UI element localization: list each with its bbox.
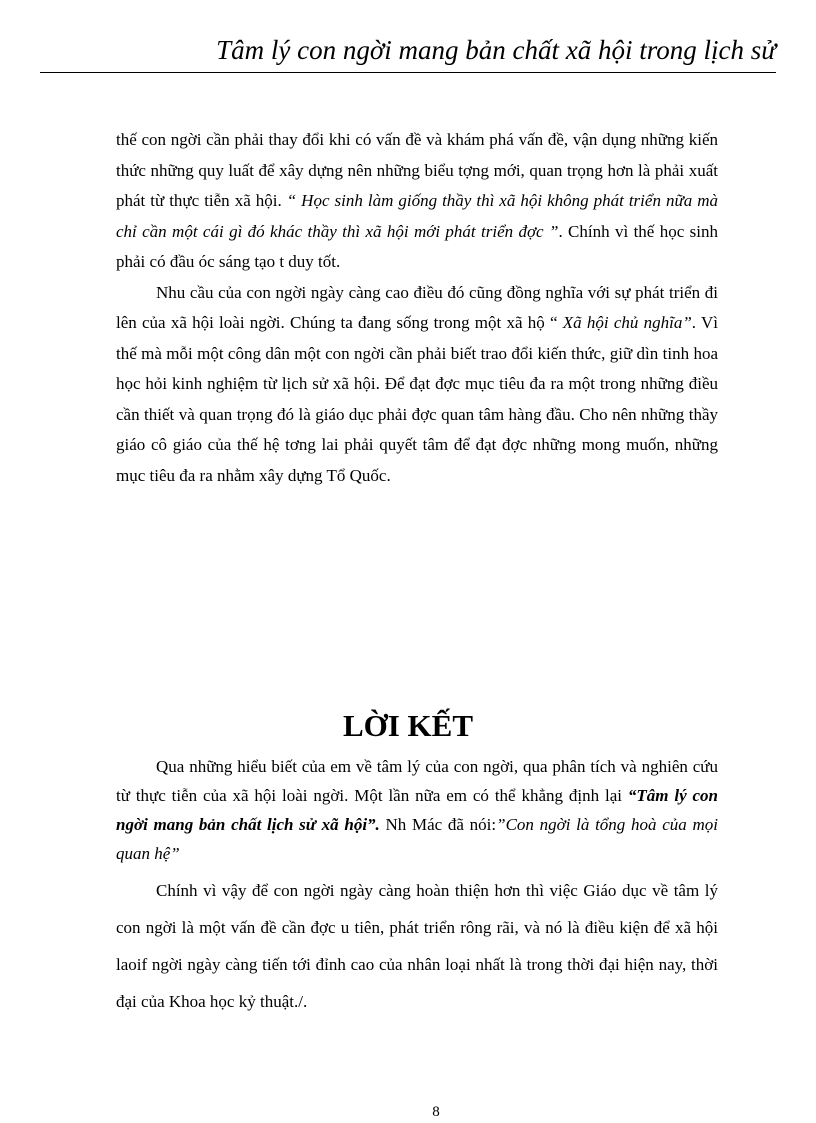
conclusion-section bbox=[116, 752, 718, 868]
conclusion-p1-quote: ”Con ngời là tổng hoà của mọi quan hệ” bbox=[116, 815, 718, 863]
intro-paragraph-2 bbox=[116, 278, 718, 492]
header-title: Tâm lý con ngời mang bản chất xã hội trong lịch sử bbox=[216, 35, 776, 65]
intro-p1-tail: . Chính vì thế học sinh phải có đầu óc sáng tạo t duy tốt. bbox=[116, 221, 718, 271]
conclusion-p1-lead: Qua những hiểu biết của em về tâm lý của con ngời, qua phân tích và nghiên cứu từ thực tiễn của xã hội loài ngời. Một lần nữa em có thể khẳng định lại bbox=[116, 757, 718, 805]
conclusion-paragraph-1 bbox=[116, 752, 718, 868]
intro-p2-lead: Nhu cầu của con ngời ngày càng cao điều đó cũng đồng nghĩa với sự phát triển đi lên của xã hội loài ngời. Chúng ta đang sống trong một xã hộ “ bbox=[116, 282, 718, 332]
section-title: LỜI KẾT bbox=[342, 708, 474, 743]
intro-p2-tail: . Vì thế mà mỗi một công dân một con ngời cần phải biết trao đổi kiến thức, giữ dìn tinh hoa học hỏi kinh nghiệm từ lịch sử xã hội. Để đạt đợc mục tiêu đa ra một trong những điều cần thiết và quan trọng đó là giáo dục phải đợc quan tâm hàng đầu. Cho nên những thầy giáo cô giáo của thế hệ tơng lai phải quyết tâm để đạt đợc những mong muốn, những mục tiêu đa ra nhằm xây dựng Tổ Quốc. bbox=[116, 313, 718, 485]
intro-p1-quote: “ Học sinh làm giống thầy thì xã hội không phát triển nữa mà chỉ cần một cái gì đó khác thầy thì xã hội mới phát triển đợc ” bbox=[116, 191, 718, 241]
intro-p2-quote: Xã hội chủ nghĩa” bbox=[562, 313, 692, 332]
header-divider bbox=[40, 72, 776, 73]
conclusion-p1-bold-quote: “Tâm lý con ngời mang bản chất lịch sử xã hội”. bbox=[116, 786, 718, 834]
intro-p1-lead: thế con ngời cần phải thay đổi khi có vấn đề và khám phá vấn đề, vận dụng những kiến thức những quy luất để xây dựng nên những biểu tợng mới, quan trọng hơn là phải xuất phát từ thực tiễn xã hội. bbox=[116, 130, 718, 210]
page-number: 8 bbox=[432, 1104, 440, 1120]
conclusion-paragraph-2: Chính vì vậy để con ngời ngày càng hoàn thiện hơn thì việc Giáo dục về tâm lý con ngời là một vấn đề cần đợc u tiên, phát triển rông rãi, và nó là điều kiện để xã hội laoif ngời ngày càng tiến tới đỉnh cao của nhân loại nhất là trong thời đại hiện nay, thời đại của Khoa học kỷ thuật./. bbox=[116, 881, 718, 1011]
intro-section bbox=[116, 125, 718, 491]
intro-paragraph-1 bbox=[116, 125, 718, 278]
page-header bbox=[40, 30, 776, 70]
closing-section bbox=[116, 872, 718, 1020]
conclusion-p1-mid: Nh Mác đã nói: bbox=[379, 815, 497, 834]
